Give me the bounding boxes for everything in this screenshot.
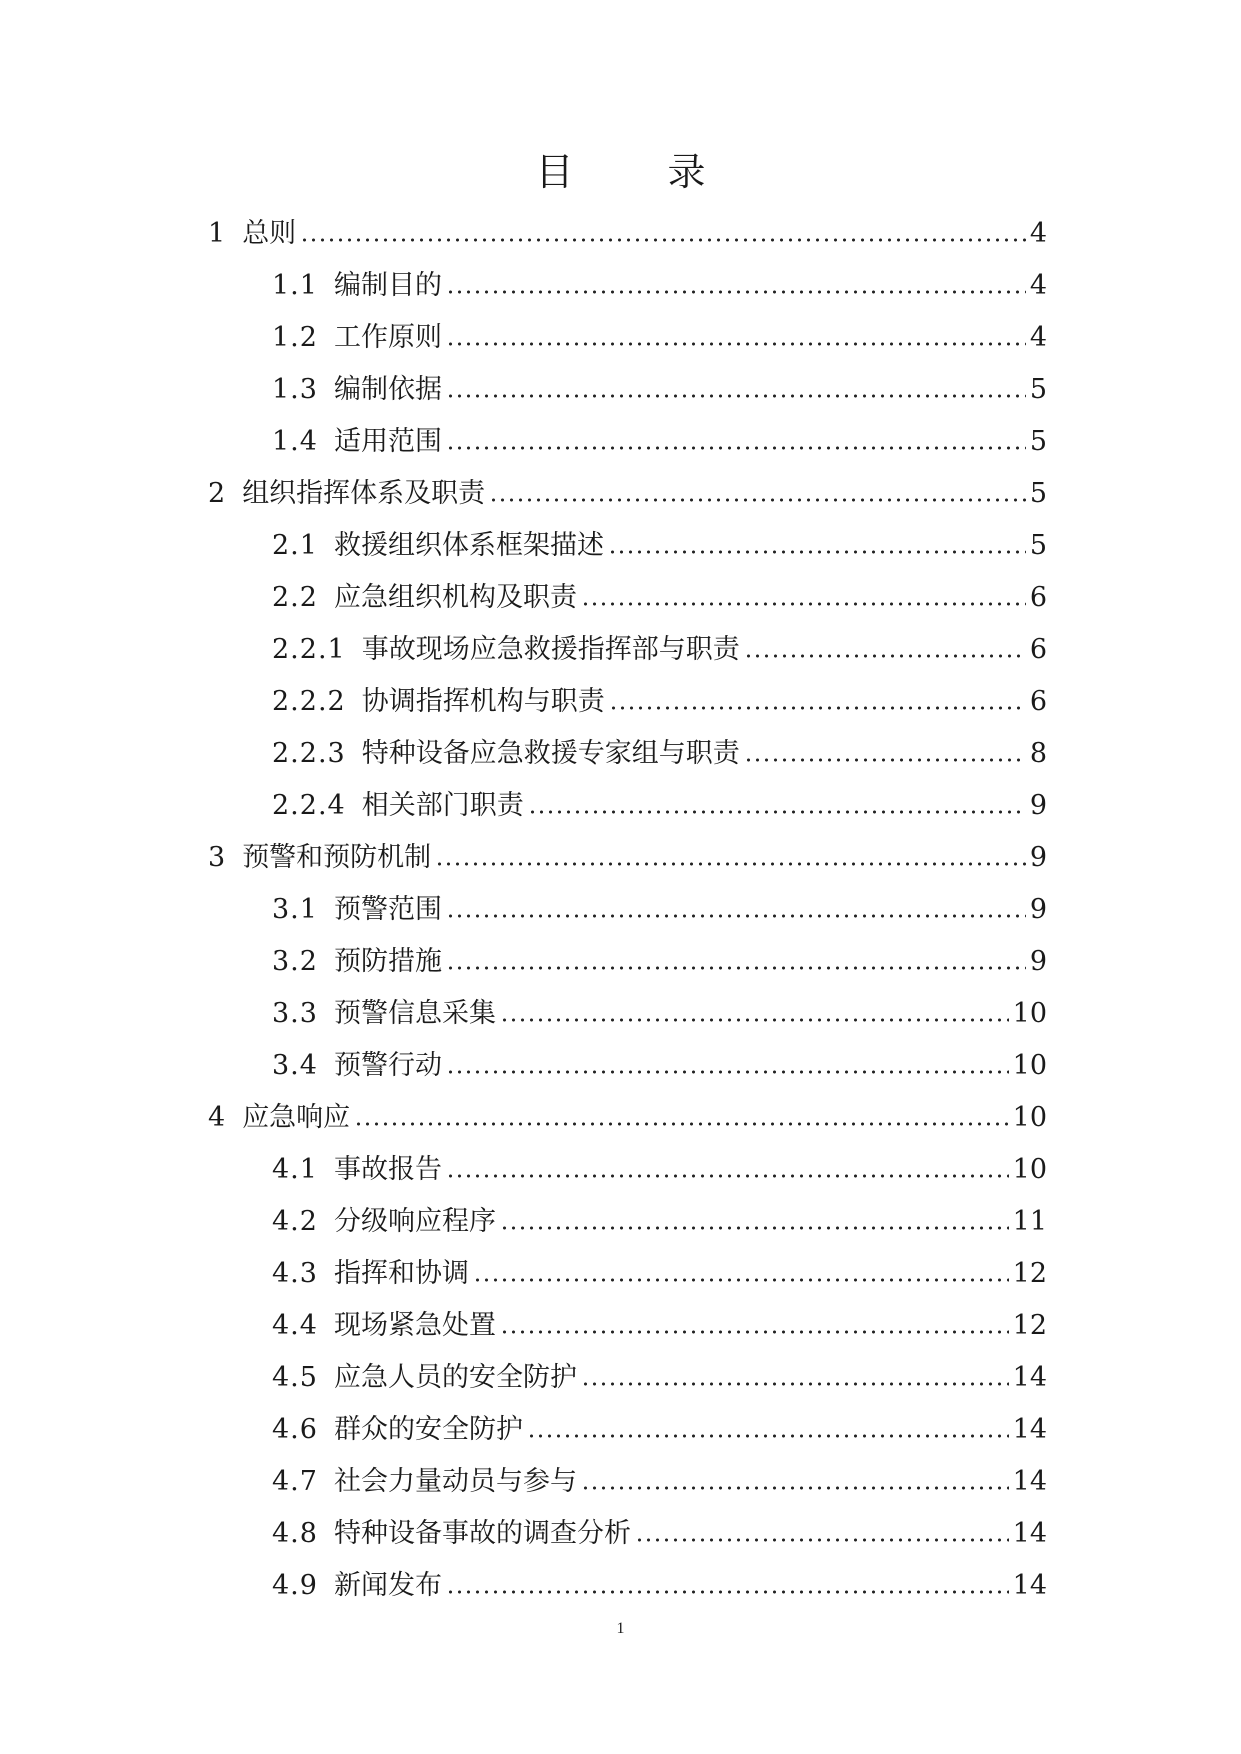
page-number: 1 (616, 1620, 625, 1637)
toc-dot-leader (446, 312, 1026, 364)
toc-dot-leader (300, 208, 1026, 260)
toc-dot-leader (446, 1560, 1009, 1612)
toc-entry-page-number: 6 (1029, 582, 1047, 613)
toc-dot-leader (609, 676, 1026, 728)
toc-entry-label: 预防措施 (333, 946, 442, 977)
toc-entry-label: 特种设备应急救援专家组与职责 (361, 738, 740, 769)
toc-entry[interactable] (0, 936, 1241, 988)
toc-entry-page-number: 8 (1029, 738, 1047, 769)
toc-entry-number: 3.1 (272, 894, 318, 925)
toc-entry-page-number: 14 (1012, 1570, 1047, 1601)
toc-entry-page-number: 14 (1012, 1362, 1047, 1393)
toc-entry-label: 救援组织体系框架描述 (333, 530, 604, 561)
toc-dot-leader (446, 1144, 1009, 1196)
toc-dot-leader (635, 1508, 1009, 1560)
toc-entry[interactable] (0, 520, 1241, 572)
toc-entry-number: 3.3 (272, 998, 318, 1029)
toc-entry[interactable] (0, 728, 1241, 780)
toc-entry-label: 组织指挥体系及职责 (242, 478, 486, 509)
toc-entry-number: 4.7 (272, 1466, 318, 1497)
toc-entry[interactable] (0, 312, 1241, 364)
table-of-contents (0, 208, 1241, 1612)
toc-entry[interactable] (0, 416, 1241, 468)
toc-entry-page-number: 12 (1012, 1258, 1047, 1289)
toc-entry-page-number: 5 (1029, 530, 1047, 561)
toc-entry[interactable] (0, 832, 1241, 884)
toc-entry[interactable] (0, 624, 1241, 676)
toc-entry-number: 2.2.1 (272, 634, 346, 665)
toc-entry-label: 协调指挥机构与职责 (361, 686, 605, 717)
toc-dot-leader (528, 780, 1026, 832)
toc-entry-page-number: 10 (1012, 1154, 1047, 1185)
toc-entry-number: 1 (208, 218, 227, 249)
toc-dot-leader (500, 1300, 1009, 1352)
toc-entry-number: 4.5 (272, 1362, 318, 1393)
toc-entry[interactable] (0, 364, 1241, 416)
toc-entry-number: 4.8 (272, 1518, 318, 1549)
toc-entry-page-number: 9 (1029, 894, 1047, 925)
toc-entry[interactable] (0, 1300, 1241, 1352)
toc-entry-label: 新闻发布 (333, 1570, 442, 1601)
toc-entry-number: 1.2 (272, 322, 318, 353)
toc-entry-label: 适用范围 (333, 426, 442, 457)
toc-entry[interactable] (0, 1352, 1241, 1404)
toc-entry-page-number: 4 (1029, 322, 1047, 353)
toc-entry-number: 2.2.2 (272, 686, 346, 717)
toc-entry-number: 2 (208, 478, 227, 509)
toc-entry-number: 4.4 (272, 1310, 318, 1341)
toc-dot-leader (446, 260, 1026, 312)
toc-entry[interactable] (0, 572, 1241, 624)
toc-entry-number: 2.2.4 (272, 790, 346, 821)
toc-entry-page-number: 9 (1029, 842, 1047, 873)
toc-entry-label: 特种设备事故的调查分析 (333, 1518, 631, 1549)
toc-entry[interactable] (0, 676, 1241, 728)
toc-entry[interactable] (0, 1456, 1241, 1508)
toc-entry-number: 1.4 (272, 426, 318, 457)
toc-entry[interactable] (0, 1196, 1241, 1248)
toc-entry-number: 4 (208, 1102, 227, 1133)
toc-title: 目 录 (535, 150, 734, 194)
toc-entry-page-number: 5 (1029, 478, 1047, 509)
toc-entry[interactable] (0, 1560, 1241, 1612)
toc-entry-label: 应急组织机构及职责 (333, 582, 577, 613)
toc-entry-label: 编制目的 (333, 270, 442, 301)
toc-dot-leader (581, 1352, 1009, 1404)
toc-entry-label: 预警和预防机制 (242, 842, 432, 873)
toc-entry-page-number: 9 (1029, 790, 1047, 821)
toc-entry-number: 2.1 (272, 530, 318, 561)
toc-entry-number: 2.2 (272, 582, 318, 613)
toc-entry-number: 4.1 (272, 1154, 318, 1185)
toc-entry-page-number: 4 (1029, 270, 1047, 301)
toc-dot-leader (446, 364, 1026, 416)
toc-entry[interactable] (0, 1404, 1241, 1456)
toc-entry-label: 事故报告 (333, 1154, 442, 1185)
toc-entry-page-number: 5 (1029, 426, 1047, 457)
toc-dot-leader (500, 988, 1009, 1040)
toc-entry-number: 4.2 (272, 1206, 318, 1237)
toc-entry-label: 应急响应 (242, 1102, 351, 1133)
toc-entry-number: 4.6 (272, 1414, 318, 1445)
toc-entry-label: 预警范围 (333, 894, 442, 925)
toc-entry-label: 工作原则 (333, 322, 442, 353)
toc-entry[interactable] (0, 780, 1241, 832)
toc-entry-label: 社会力量动员与参与 (333, 1466, 577, 1497)
toc-entry[interactable] (0, 1144, 1241, 1196)
toc-entry[interactable] (0, 468, 1241, 520)
toc-dot-leader (608, 520, 1026, 572)
toc-entry[interactable] (0, 208, 1241, 260)
toc-dot-leader (744, 624, 1026, 676)
toc-entry-number: 3.4 (272, 1050, 318, 1081)
toc-entry-label: 现场紧急处置 (333, 1310, 496, 1341)
toc-dot-leader (446, 884, 1026, 936)
toc-dot-leader (489, 468, 1026, 520)
toc-entry-label: 群众的安全防护 (333, 1414, 523, 1445)
toc-entry-label: 编制依据 (333, 374, 442, 405)
toc-entry-page-number: 10 (1012, 1050, 1047, 1081)
toc-entry-number: 4.9 (272, 1570, 318, 1601)
toc-entry[interactable] (0, 1092, 1241, 1144)
toc-entry-number: 2.2.3 (272, 738, 346, 769)
toc-entry[interactable] (0, 260, 1241, 312)
toc-entry-number: 1.3 (272, 374, 318, 405)
toc-entry-page-number: 14 (1012, 1466, 1047, 1497)
toc-entry-label: 预警信息采集 (333, 998, 496, 1029)
toc-entry[interactable] (0, 1248, 1241, 1300)
toc-entry-page-number: 12 (1012, 1310, 1047, 1341)
toc-entry-page-number: 4 (1029, 218, 1047, 249)
toc-entry-page-number: 6 (1029, 686, 1047, 717)
toc-dot-leader (581, 572, 1026, 624)
toc-dot-leader (500, 1196, 1009, 1248)
toc-entry-page-number: 10 (1012, 1102, 1047, 1133)
toc-dot-leader (446, 1040, 1009, 1092)
toc-dot-leader (446, 416, 1026, 468)
toc-entry-number: 4.3 (272, 1258, 318, 1289)
toc-entry-page-number: 11 (1012, 1206, 1047, 1237)
toc-dot-leader (744, 728, 1026, 780)
toc-entry-page-number: 5 (1029, 374, 1047, 405)
toc-dot-leader (473, 1248, 1009, 1300)
toc-entry-page-number: 10 (1012, 998, 1047, 1029)
toc-entry-number: 3.2 (272, 946, 318, 977)
toc-entry-number: 1.1 (272, 270, 318, 301)
toc-entry[interactable] (0, 988, 1241, 1040)
toc-entry-label: 指挥和协调 (333, 1258, 469, 1289)
toc-entry-label: 总则 (242, 218, 297, 249)
toc-dot-leader (435, 832, 1026, 884)
toc-dot-leader (527, 1404, 1009, 1456)
toc-entry-label: 预警行动 (333, 1050, 442, 1081)
toc-entry-label: 分级响应程序 (333, 1206, 496, 1237)
toc-entry-page-number: 9 (1029, 946, 1047, 977)
toc-entry[interactable] (0, 1040, 1241, 1092)
toc-entry-page-number: 14 (1012, 1414, 1047, 1445)
toc-entry-number: 3 (208, 842, 227, 873)
toc-entry[interactable] (0, 1508, 1241, 1560)
toc-entry-page-number: 14 (1012, 1518, 1047, 1549)
toc-dot-leader (446, 936, 1026, 988)
toc-entry-label: 事故现场应急救援指挥部与职责 (361, 634, 740, 665)
toc-entry[interactable] (0, 884, 1241, 936)
toc-entry-label: 应急人员的安全防护 (333, 1362, 577, 1393)
toc-dot-leader (581, 1456, 1009, 1508)
toc-entry-label: 相关部门职责 (361, 790, 524, 821)
toc-dot-leader (354, 1092, 1008, 1144)
toc-entry-page-number: 6 (1029, 634, 1047, 665)
